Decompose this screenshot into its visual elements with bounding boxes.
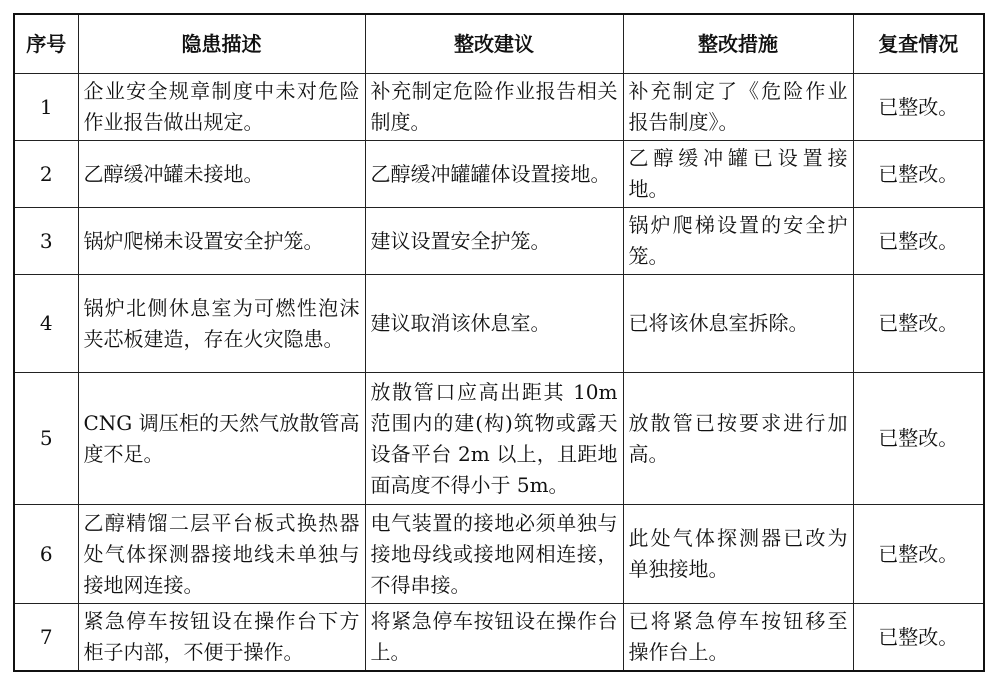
cell-description: CNG 调压柜的天然气放散管高度不足。 xyxy=(78,373,365,505)
cell-suggestion: 放散管口应高出距其 10m 范围内的建(构)筑物或露天设备平台 2m 以上，且距地面高度不得小于 5m。 xyxy=(365,373,623,505)
table-header xyxy=(14,14,984,74)
cell-status: 已整改。 xyxy=(853,373,984,505)
cell-no: 5 xyxy=(14,373,78,505)
cell-description: 企业安全规章制度中未对危险作业报告做出规定。 xyxy=(78,74,365,141)
cell-measure: 锅炉爬梯设置的安全护笼。 xyxy=(623,208,853,275)
cell-description: 锅炉爬梯未设置安全护笼。 xyxy=(78,208,365,275)
table-row xyxy=(14,275,984,373)
cell-status: 已整改。 xyxy=(853,505,984,604)
cell-no: 1 xyxy=(14,74,78,141)
cell-measure: 乙醇缓冲罐已设置接地。 xyxy=(623,141,853,208)
table-body xyxy=(14,74,984,672)
cell-no: 4 xyxy=(14,275,78,373)
cell-description: 乙醇缓冲罐未接地。 xyxy=(78,141,365,208)
cell-measure: 放散管已按要求进行加高。 xyxy=(623,373,853,505)
cell-suggestion: 将紧急停车按钮设在操作台上。 xyxy=(365,604,623,672)
cell-suggestion: 建议取消该休息室。 xyxy=(365,275,623,373)
header-suggestion: 整改建议 xyxy=(365,14,623,74)
header-description: 隐患描述 xyxy=(78,14,365,74)
table-row xyxy=(14,74,984,141)
cell-status: 已整改。 xyxy=(853,604,984,672)
cell-description: 乙醇精馏二层平台板式换热器处气体探测器接地线未单独与接地网连接。 xyxy=(78,505,365,604)
cell-no: 3 xyxy=(14,208,78,275)
header-no: 序号 xyxy=(14,14,78,74)
table-row xyxy=(14,604,984,672)
cell-status: 已整改。 xyxy=(853,208,984,275)
cell-suggestion: 电气装置的接地必须单独与接地母线或接地网相连接，不得串接。 xyxy=(365,505,623,604)
cell-description: 紧急停车按钮设在操作台下方柜子内部，不便于操作。 xyxy=(78,604,365,672)
table-row xyxy=(14,505,984,604)
cell-measure: 已将紧急停车按钮移至操作台上。 xyxy=(623,604,853,672)
cell-suggestion: 建议设置安全护笼。 xyxy=(365,208,623,275)
cell-no: 6 xyxy=(14,505,78,604)
table-row xyxy=(14,208,984,275)
cell-measure: 补充制定了《危险作业报告制度》。 xyxy=(623,74,853,141)
header-measure: 整改措施 xyxy=(623,14,853,74)
cell-no: 7 xyxy=(14,604,78,672)
header-row xyxy=(14,14,984,74)
cell-measure: 此处气体探测器已改为单独接地。 xyxy=(623,505,853,604)
cell-description: 锅炉北侧休息室为可燃性泡沫夹芯板建造，存在火灾隐患。 xyxy=(78,275,365,373)
cell-suggestion: 乙醇缓冲罐罐体设置接地。 xyxy=(365,141,623,208)
cell-suggestion: 补充制定危险作业报告相关制度。 xyxy=(365,74,623,141)
cell-status: 已整改。 xyxy=(853,275,984,373)
cell-measure: 已将该休息室拆除。 xyxy=(623,275,853,373)
table-row xyxy=(14,373,984,505)
header-status: 复查情况 xyxy=(853,14,984,74)
cell-no: 2 xyxy=(14,141,78,208)
hazard-rectification-table xyxy=(13,13,985,672)
cell-status: 已整改。 xyxy=(853,74,984,141)
cell-status: 已整改。 xyxy=(853,141,984,208)
table-row xyxy=(14,141,984,208)
